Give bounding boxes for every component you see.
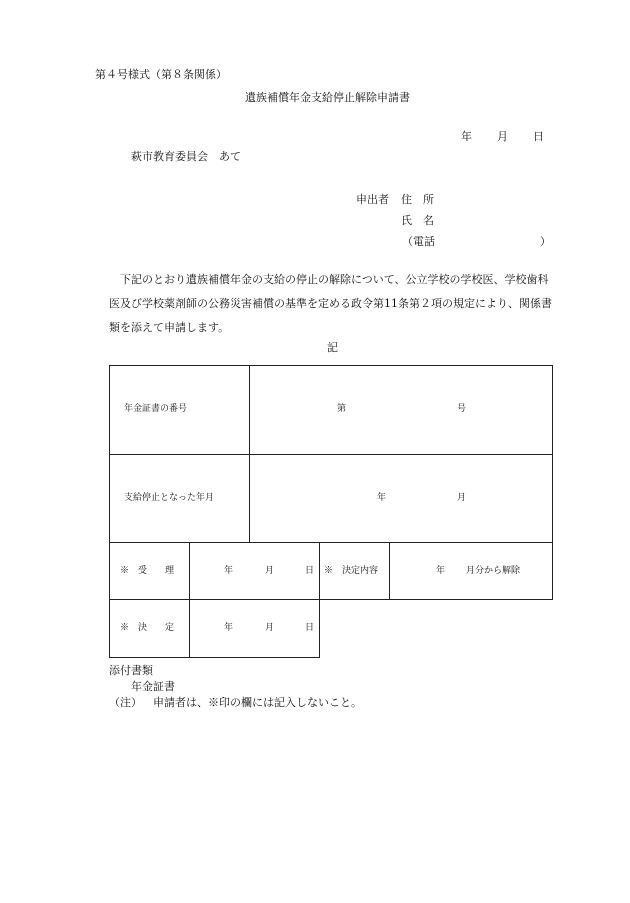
form-number: 第４号様式（第８条関係）	[95, 68, 227, 81]
applicant-name-label: 氏 名	[401, 214, 434, 227]
applicant-tel-close: ）	[540, 235, 551, 248]
decision-content-month: 月分から解除	[466, 566, 521, 576]
suspension-year: 年	[377, 493, 387, 503]
table-line	[109, 454, 553, 455]
suspension-month: 月	[457, 493, 467, 503]
certificate-dai: 第	[337, 404, 347, 414]
date-month: 月	[497, 130, 508, 143]
receipt-month: 月	[265, 566, 275, 576]
attachments-title: 添付書類	[109, 664, 153, 677]
decision-year: 年	[224, 623, 234, 633]
table-line	[109, 365, 110, 658]
table-line	[109, 599, 553, 600]
date-day: 日	[533, 130, 544, 143]
body-paragraph: 下記のとおり遺族補償年金の支給の停止の解除について、公立学校の学校医、学校歯科医及び学校薬剤師の公務災害補償の基準を定める政令第11条第２項の規定により、関係書類を添えて申請します。	[109, 273, 552, 334]
note-label: （注）	[109, 696, 142, 709]
applicant-tel-open: （電話	[402, 235, 435, 248]
receipt-label: ※ 受 理	[120, 566, 175, 576]
suspension-month-label: 支給停止となった年月	[124, 493, 215, 503]
addressee: 萩市教育委員会 あて	[131, 150, 241, 163]
table-line	[109, 365, 553, 366]
receipt-year: 年	[224, 566, 234, 576]
decision-content-label: ※ 決定内容	[324, 566, 379, 576]
attachment-item: 年金証書	[131, 680, 175, 693]
table-line	[389, 542, 390, 600]
receipt-day: 日	[305, 566, 315, 576]
decision-month: 月	[265, 623, 275, 633]
applicant-label: 申出者	[356, 193, 389, 206]
decision-label: ※ 決 定	[120, 623, 175, 633]
decision-day: 日	[305, 623, 315, 633]
date-year: 年	[461, 130, 472, 143]
document-title: 遺族補償年金支給停止解除申請書	[245, 91, 410, 104]
table-line	[552, 365, 553, 600]
certificate-go: 号	[457, 404, 467, 414]
applicant-address-label: 住 所	[401, 193, 434, 206]
table-line	[249, 365, 250, 543]
table-line	[319, 542, 320, 658]
table-line	[189, 542, 190, 658]
pension-certificate-number-label: 年金証書の番号	[124, 404, 188, 414]
table-line	[109, 542, 553, 543]
note-text: 申請者は、※印の欄には記入しないこと。	[153, 696, 362, 709]
ki-heading: 記	[327, 341, 338, 354]
table-line	[109, 657, 320, 658]
decision-content-year: 年	[436, 566, 446, 576]
